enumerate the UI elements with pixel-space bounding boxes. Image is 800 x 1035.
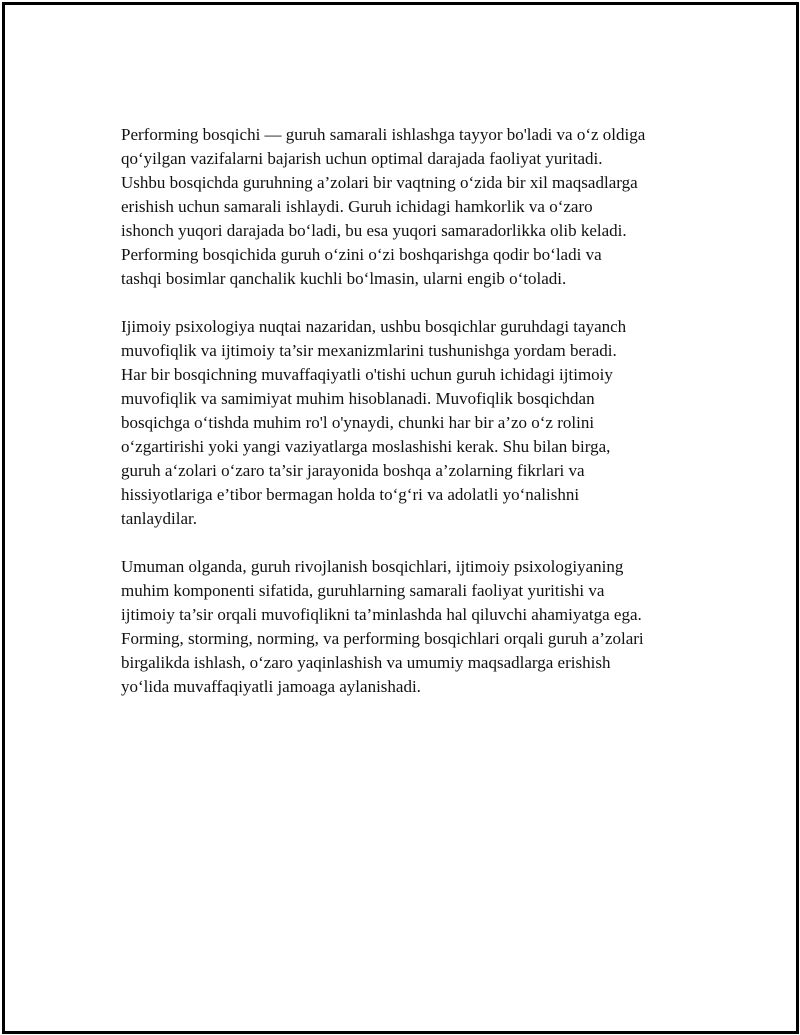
document-body [121, 123, 701, 723]
paragraph-conclusion: Umuman olganda, guruh rivojlanish bosqichlari, ijtimoiy psixologiyaning muhim komponenti sifatida, guruhlarning samarali faoliyat yuritishi va ijtimoiy ta’sir orqali muvofiqlikni ta’minlashda hal qiluvchi ahamiyatga ega. Forming, storming, norming, va performing bosqichlari orqali guruh a’zolari birgalikda ishlash, o‘zaro yaqinlashish va umumiy maqsadlarga erishish yo‘lida muvaffaqiyatli jamoaga aylanishadi. [121, 557, 644, 696]
paragraph-social-psychology: Ijimoiy psixologiya nuqtai nazaridan, ushbu bosqichlar guruhdagi tayanch muvofiqlik va ijtimoiy ta’sir mexanizmlarini tushunishga yordam beradi. Har bir bosqichning muvaffaqiyatli o'tishi uchun guruh ichidagi ijtimoiy muvofiqlik va samimiyat muhim hisoblanadi. Muvofiqlik bosqichdan bosqichga o‘tishda muhim ro'l o'ynaydi, chunki har bir a’zo o‘z rolini o‘zgartirishi yoki yangi vaziyatlarga moslashishi kerak. Shu bilan birga, guruh a‘zolari o‘zaro ta’sir jarayonida boshqa a’zolarning fikrlari va hissiyotlariga e’tibor bermagan holda to‘g‘ri va adolatli yo‘nalishni tanlaydilar. [121, 317, 627, 528]
paragraph-performing: Performing bosqichi — guruh samarali ishlashga tayyor bo'ladi va o‘z oldiga qo‘yilgan vazifalarni bajarish uchun optimal darajada faoliyat yuritadi. Ushbu bosqichda guruhning a’zolari bir vaqtning o‘zida bir xil maqsadlarga erishish uchun samarali ishlaydi. Guruh ichidagi hamkorlik va o‘zaro ishonch yuqori darajada bo‘ladi, bu esa yuqori samaradorlikka olib keladi. Performing bosqichida guruh o‘zini o‘zi boshqarishga qodir bo‘ladi va tashqi bosimlar qanchalik kuchli bo‘lmasin, ularni engib o‘toladi. [121, 125, 646, 288]
page-frame [2, 2, 799, 1034]
